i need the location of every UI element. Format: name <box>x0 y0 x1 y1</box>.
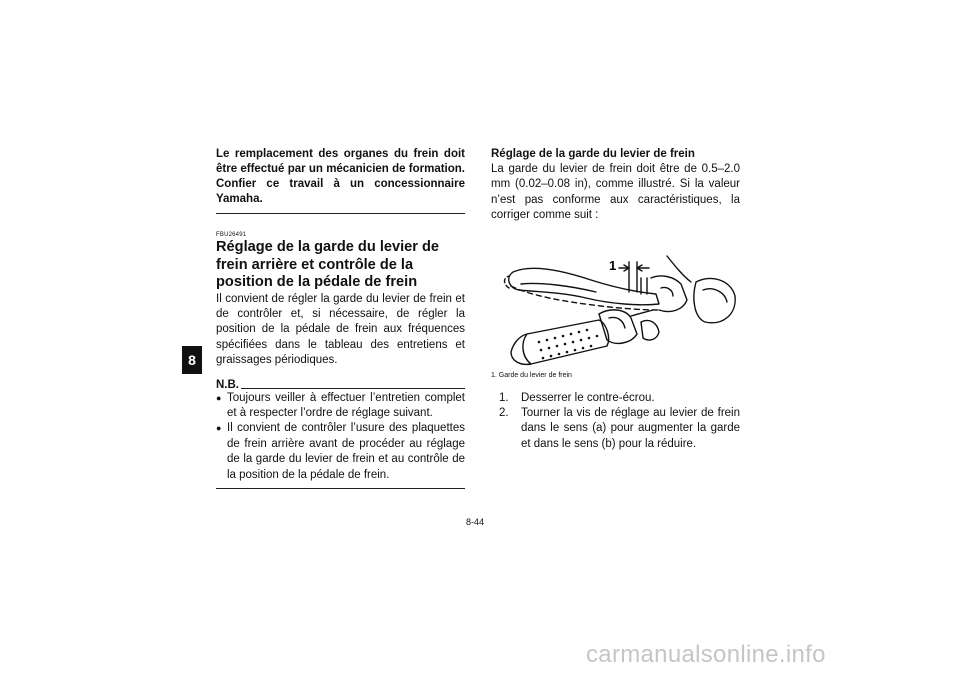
note-bullet <box>216 421 465 483</box>
step-item <box>491 391 740 406</box>
step-number: 2. <box>499 407 509 420</box>
right-column <box>491 147 740 452</box>
watermark: carmanualsonline.info <box>586 641 826 668</box>
figure-caption: 1. Garde du levier de frein <box>491 371 572 379</box>
brake-lever-figure <box>491 248 740 368</box>
steps-list <box>491 391 740 453</box>
section-intro: Il convient de régler la garde du levier de frein et de contrôler et, si nécessaire, de régler la position de la pédale de frein aux fréquences spécifiées dans le tableau des entretiens et graissages périodiques. <box>216 292 465 367</box>
figure-callout: 1 <box>609 257 617 273</box>
bullet-icon: ● <box>216 423 222 434</box>
warning-text: Le remplacement des organes du frein doit être effectué par un mécanicien de formation. Confier ce travail à un concessionnaire Yamaha. <box>216 148 465 205</box>
note-bullet-text: Toujours veiller à effectuer l’entretien complet et à respecter l’ordre de réglage suivant. <box>227 391 465 419</box>
page-number: 8-44 <box>466 517 485 527</box>
note-label: N.B. <box>216 378 239 391</box>
left-column <box>216 147 465 489</box>
bullet-icon: ● <box>216 392 222 403</box>
step-text: Tourner la vis de réglage au levier de frein dans le sens (a) pour augmenter la garde et dans le sens (b) pour la réduire. <box>521 407 740 450</box>
step-number: 1. <box>499 391 509 404</box>
chapter-tab: 8 <box>182 346 202 374</box>
step-item <box>491 406 740 452</box>
section-code: FBU26491 <box>216 232 247 238</box>
note-bullet-text: Il convient de contrôler l’usure des plaquettes de frein arrière avant de procéder au réglage de la garde du levier de frein et au contrôle de la position de la pédale de frein. <box>227 422 465 481</box>
warning-divider <box>216 213 465 214</box>
right-paragraph: La garde du levier de frein doit être de 0.5–2.0 mm (0.02–0.08 in), comme illustré. Si la valeur n’est pas conforme aux caractéristiques, la corriger comme suit : <box>491 163 740 222</box>
step-text: Desserrer le contre-écrou. <box>521 391 655 404</box>
subheading: Réglage de la garde du levier de frein <box>491 148 695 160</box>
note-divider <box>216 488 465 489</box>
section-title: Réglage de la garde du levier de frein arrière et contrôle de la position de la pédale de frein <box>216 239 440 290</box>
note-header <box>216 379 465 391</box>
note-bullet <box>216 391 465 422</box>
note-header-line <box>241 388 465 389</box>
brake-lever-illustration <box>491 248 740 368</box>
